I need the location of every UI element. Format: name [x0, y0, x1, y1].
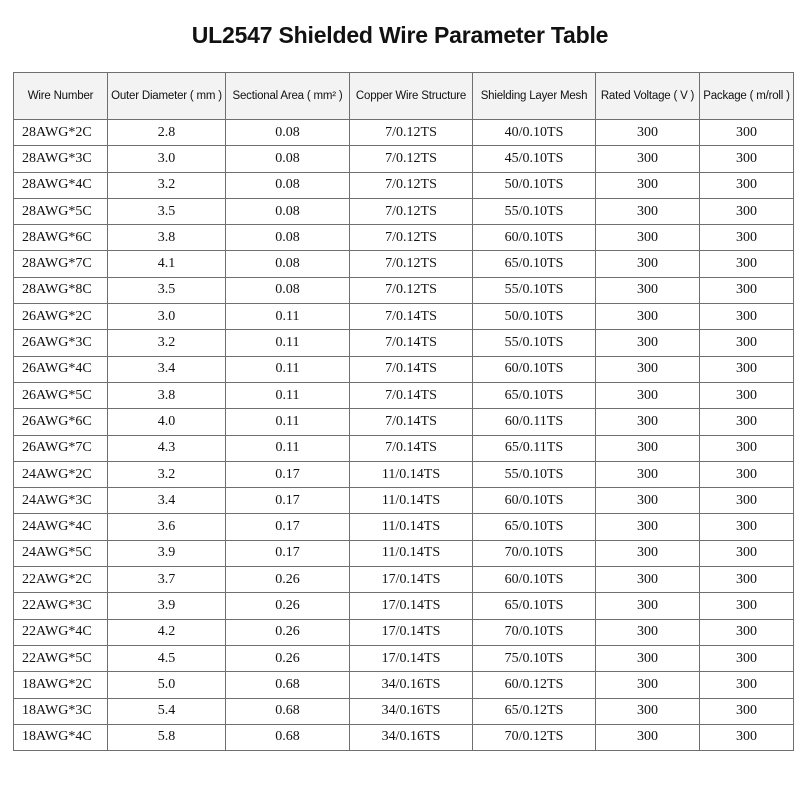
- cell-rated-voltage: 300: [596, 382, 700, 408]
- cell-shielding-layer-mesh: 65/0.10TS: [473, 382, 596, 408]
- cell-wire-number: 28AWG*8C: [14, 277, 108, 303]
- cell-wire-number: 28AWG*7C: [14, 251, 108, 277]
- cell-outer-diameter: 3.7: [108, 567, 226, 593]
- cell-rated-voltage: 300: [596, 146, 700, 172]
- cell-rated-voltage: 300: [596, 567, 700, 593]
- cell-wire-number: 26AWG*2C: [14, 304, 108, 330]
- cell-package: 300: [700, 567, 794, 593]
- cell-wire-number: 26AWG*4C: [14, 356, 108, 382]
- cell-shielding-layer-mesh: 75/0.10TS: [473, 645, 596, 671]
- cell-sectional-area: 0.17: [226, 488, 350, 514]
- cell-copper-wire-structure: 34/0.16TS: [350, 672, 473, 698]
- header-sectional-area: Sectional Area ( mm² ): [226, 73, 350, 120]
- cell-sectional-area: 0.17: [226, 514, 350, 540]
- cell-outer-diameter: 3.2: [108, 172, 226, 198]
- cell-rated-voltage: 300: [596, 540, 700, 566]
- cell-outer-diameter: 4.5: [108, 645, 226, 671]
- cell-outer-diameter: 3.0: [108, 304, 226, 330]
- cell-rated-voltage: 300: [596, 435, 700, 461]
- cell-package: 300: [700, 172, 794, 198]
- cell-wire-number: 24AWG*3C: [14, 488, 108, 514]
- header-wire-number: Wire Number: [14, 73, 108, 120]
- cell-sectional-area: 0.11: [226, 435, 350, 461]
- cell-rated-voltage: 300: [596, 514, 700, 540]
- cell-package: 300: [700, 461, 794, 487]
- cell-wire-number: 26AWG*3C: [14, 330, 108, 356]
- cell-shielding-layer-mesh: 65/0.10TS: [473, 514, 596, 540]
- cell-shielding-layer-mesh: 70/0.12TS: [473, 724, 596, 750]
- cell-package: 300: [700, 698, 794, 724]
- cell-outer-diameter: 3.5: [108, 198, 226, 224]
- table-row: [14, 225, 794, 251]
- table-row: [14, 277, 794, 303]
- cell-rated-voltage: 300: [596, 330, 700, 356]
- cell-copper-wire-structure: 7/0.12TS: [350, 251, 473, 277]
- cell-rated-voltage: 300: [596, 120, 700, 146]
- cell-sectional-area: 0.68: [226, 672, 350, 698]
- cell-shielding-layer-mesh: 55/0.10TS: [473, 330, 596, 356]
- cell-outer-diameter: 4.1: [108, 251, 226, 277]
- cell-package: 300: [700, 409, 794, 435]
- cell-sectional-area: 0.26: [226, 593, 350, 619]
- cell-copper-wire-structure: 7/0.12TS: [350, 277, 473, 303]
- cell-shielding-layer-mesh: 50/0.10TS: [473, 304, 596, 330]
- table-row: [14, 672, 794, 698]
- cell-outer-diameter: 5.4: [108, 698, 226, 724]
- cell-wire-number: 24AWG*2C: [14, 461, 108, 487]
- cell-copper-wire-structure: 17/0.14TS: [350, 567, 473, 593]
- table-row: [14, 461, 794, 487]
- cell-outer-diameter: 3.8: [108, 225, 226, 251]
- cell-sectional-area: 0.11: [226, 330, 350, 356]
- cell-sectional-area: 0.68: [226, 698, 350, 724]
- cell-package: 300: [700, 356, 794, 382]
- cell-rated-voltage: 300: [596, 698, 700, 724]
- table-row: [14, 330, 794, 356]
- cell-wire-number: 22AWG*2C: [14, 567, 108, 593]
- cell-sectional-area: 0.26: [226, 645, 350, 671]
- table-row: [14, 146, 794, 172]
- table-row: [14, 251, 794, 277]
- table-row: [14, 567, 794, 593]
- table-row: [14, 645, 794, 671]
- cell-rated-voltage: 300: [596, 672, 700, 698]
- cell-rated-voltage: 300: [596, 461, 700, 487]
- cell-wire-number: 26AWG*5C: [14, 382, 108, 408]
- cell-wire-number: 22AWG*4C: [14, 619, 108, 645]
- cell-copper-wire-structure: 34/0.16TS: [350, 724, 473, 750]
- cell-copper-wire-structure: 11/0.14TS: [350, 488, 473, 514]
- cell-package: 300: [700, 672, 794, 698]
- table-row: [14, 619, 794, 645]
- cell-sectional-area: 0.08: [226, 198, 350, 224]
- table-row: [14, 382, 794, 408]
- table-row: [14, 120, 794, 146]
- cell-copper-wire-structure: 7/0.12TS: [350, 146, 473, 172]
- cell-shielding-layer-mesh: 60/0.10TS: [473, 488, 596, 514]
- header-copper-wire-structure: Copper Wire Structure: [350, 73, 473, 120]
- cell-copper-wire-structure: 11/0.14TS: [350, 461, 473, 487]
- cell-rated-voltage: 300: [596, 356, 700, 382]
- table-row: [14, 435, 794, 461]
- cell-package: 300: [700, 488, 794, 514]
- cell-wire-number: 24AWG*4C: [14, 514, 108, 540]
- table-row: [14, 514, 794, 540]
- cell-package: 300: [700, 514, 794, 540]
- table-row: [14, 488, 794, 514]
- cell-package: 300: [700, 330, 794, 356]
- cell-rated-voltage: 300: [596, 619, 700, 645]
- cell-copper-wire-structure: 17/0.14TS: [350, 593, 473, 619]
- cell-package: 300: [700, 225, 794, 251]
- cell-outer-diameter: 5.8: [108, 724, 226, 750]
- cell-copper-wire-structure: 7/0.12TS: [350, 172, 473, 198]
- cell-copper-wire-structure: 7/0.14TS: [350, 382, 473, 408]
- cell-rated-voltage: 300: [596, 724, 700, 750]
- cell-shielding-layer-mesh: 60/0.10TS: [473, 356, 596, 382]
- parameter-table: [13, 72, 794, 751]
- cell-outer-diameter: 3.9: [108, 593, 226, 619]
- cell-wire-number: 28AWG*5C: [14, 198, 108, 224]
- cell-copper-wire-structure: 17/0.14TS: [350, 645, 473, 671]
- cell-sectional-area: 0.11: [226, 304, 350, 330]
- cell-sectional-area: 0.17: [226, 461, 350, 487]
- cell-outer-diameter: 3.5: [108, 277, 226, 303]
- cell-package: 300: [700, 382, 794, 408]
- cell-package: 300: [700, 277, 794, 303]
- cell-copper-wire-structure: 7/0.14TS: [350, 330, 473, 356]
- cell-wire-number: 22AWG*3C: [14, 593, 108, 619]
- cell-rated-voltage: 300: [596, 198, 700, 224]
- cell-sectional-area: 0.08: [226, 146, 350, 172]
- table-row: [14, 304, 794, 330]
- cell-outer-diameter: 5.0: [108, 672, 226, 698]
- cell-shielding-layer-mesh: 70/0.10TS: [473, 540, 596, 566]
- cell-rated-voltage: 300: [596, 251, 700, 277]
- cell-package: 300: [700, 120, 794, 146]
- cell-outer-diameter: 4.0: [108, 409, 226, 435]
- cell-shielding-layer-mesh: 40/0.10TS: [473, 120, 596, 146]
- cell-copper-wire-structure: 17/0.14TS: [350, 619, 473, 645]
- cell-rated-voltage: 300: [596, 409, 700, 435]
- cell-copper-wire-structure: 7/0.12TS: [350, 120, 473, 146]
- cell-package: 300: [700, 251, 794, 277]
- cell-sectional-area: 0.08: [226, 120, 350, 146]
- header-package: Package ( m/roll ): [700, 73, 794, 120]
- table-row: [14, 172, 794, 198]
- cell-sectional-area: 0.08: [226, 277, 350, 303]
- cell-rated-voltage: 300: [596, 304, 700, 330]
- cell-package: 300: [700, 304, 794, 330]
- cell-copper-wire-structure: 7/0.14TS: [350, 304, 473, 330]
- cell-outer-diameter: 4.3: [108, 435, 226, 461]
- cell-sectional-area: 0.08: [226, 225, 350, 251]
- cell-outer-diameter: 3.2: [108, 330, 226, 356]
- cell-copper-wire-structure: 7/0.14TS: [350, 409, 473, 435]
- header-row: [14, 73, 794, 120]
- table-row: [14, 540, 794, 566]
- cell-sectional-area: 0.26: [226, 619, 350, 645]
- cell-shielding-layer-mesh: 55/0.10TS: [473, 461, 596, 487]
- table-row: [14, 356, 794, 382]
- cell-wire-number: 28AWG*6C: [14, 225, 108, 251]
- cell-sectional-area: 0.11: [226, 356, 350, 382]
- cell-copper-wire-structure: 11/0.14TS: [350, 540, 473, 566]
- table-title: UL2547 Shielded Wire Parameter Table: [191, 22, 609, 48]
- cell-outer-diameter: 3.9: [108, 540, 226, 566]
- cell-package: 300: [700, 645, 794, 671]
- cell-outer-diameter: 3.4: [108, 356, 226, 382]
- table-row: [14, 409, 794, 435]
- cell-copper-wire-structure: 11/0.14TS: [350, 514, 473, 540]
- cell-wire-number: 26AWG*6C: [14, 409, 108, 435]
- table-row: [14, 593, 794, 619]
- cell-copper-wire-structure: 7/0.14TS: [350, 356, 473, 382]
- cell-shielding-layer-mesh: 50/0.10TS: [473, 172, 596, 198]
- cell-shielding-layer-mesh: 55/0.10TS: [473, 277, 596, 303]
- table-row: [14, 198, 794, 224]
- cell-outer-diameter: 3.4: [108, 488, 226, 514]
- cell-wire-number: 28AWG*2C: [14, 120, 108, 146]
- cell-rated-voltage: 300: [596, 277, 700, 303]
- header-shielding-layer-mesh: Shielding Layer Mesh: [473, 73, 596, 120]
- cell-package: 300: [700, 198, 794, 224]
- cell-wire-number: 28AWG*3C: [14, 146, 108, 172]
- cell-outer-diameter: 3.8: [108, 382, 226, 408]
- cell-wire-number: 18AWG*4C: [14, 724, 108, 750]
- cell-package: 300: [700, 724, 794, 750]
- cell-outer-diameter: 2.8: [108, 120, 226, 146]
- cell-copper-wire-structure: 7/0.12TS: [350, 198, 473, 224]
- cell-outer-diameter: 3.0: [108, 146, 226, 172]
- cell-outer-diameter: 3.6: [108, 514, 226, 540]
- cell-shielding-layer-mesh: 65/0.10TS: [473, 593, 596, 619]
- table-row: [14, 724, 794, 750]
- cell-package: 300: [700, 540, 794, 566]
- cell-shielding-layer-mesh: 65/0.11TS: [473, 435, 596, 461]
- cell-sectional-area: 0.17: [226, 540, 350, 566]
- cell-shielding-layer-mesh: 55/0.10TS: [473, 198, 596, 224]
- cell-shielding-layer-mesh: 60/0.10TS: [473, 225, 596, 251]
- cell-shielding-layer-mesh: 65/0.12TS: [473, 698, 596, 724]
- cell-rated-voltage: 300: [596, 645, 700, 671]
- cell-shielding-layer-mesh: 65/0.10TS: [473, 251, 596, 277]
- cell-rated-voltage: 300: [596, 172, 700, 198]
- cell-shielding-layer-mesh: 60/0.12TS: [473, 672, 596, 698]
- cell-wire-number: 18AWG*2C: [14, 672, 108, 698]
- cell-wire-number: 28AWG*4C: [14, 172, 108, 198]
- cell-sectional-area: 0.68: [226, 724, 350, 750]
- cell-copper-wire-structure: 34/0.16TS: [350, 698, 473, 724]
- header-outer-diameter: Outer Diameter ( mm ): [108, 73, 226, 120]
- cell-wire-number: 18AWG*3C: [14, 698, 108, 724]
- cell-outer-diameter: 3.2: [108, 461, 226, 487]
- cell-shielding-layer-mesh: 45/0.10TS: [473, 146, 596, 172]
- cell-rated-voltage: 300: [596, 593, 700, 619]
- table-header: [14, 73, 794, 120]
- table-body: [14, 120, 794, 751]
- cell-wire-number: 22AWG*5C: [14, 645, 108, 671]
- cell-package: 300: [700, 435, 794, 461]
- table-row: [14, 698, 794, 724]
- cell-shielding-layer-mesh: 60/0.10TS: [473, 567, 596, 593]
- cell-sectional-area: 0.26: [226, 567, 350, 593]
- cell-shielding-layer-mesh: 70/0.10TS: [473, 619, 596, 645]
- cell-copper-wire-structure: 7/0.12TS: [350, 225, 473, 251]
- cell-sectional-area: 0.08: [226, 251, 350, 277]
- cell-rated-voltage: 300: [596, 488, 700, 514]
- cell-copper-wire-structure: 7/0.14TS: [350, 435, 473, 461]
- cell-shielding-layer-mesh: 60/0.11TS: [473, 409, 596, 435]
- cell-package: 300: [700, 146, 794, 172]
- cell-sectional-area: 0.08: [226, 172, 350, 198]
- cell-wire-number: 26AWG*7C: [14, 435, 108, 461]
- cell-outer-diameter: 4.2: [108, 619, 226, 645]
- cell-sectional-area: 0.11: [226, 382, 350, 408]
- cell-package: 300: [700, 593, 794, 619]
- header-rated-voltage: Rated Voltage ( V ): [596, 73, 700, 120]
- cell-rated-voltage: 300: [596, 225, 700, 251]
- cell-wire-number: 24AWG*5C: [14, 540, 108, 566]
- cell-sectional-area: 0.11: [226, 409, 350, 435]
- cell-package: 300: [700, 619, 794, 645]
